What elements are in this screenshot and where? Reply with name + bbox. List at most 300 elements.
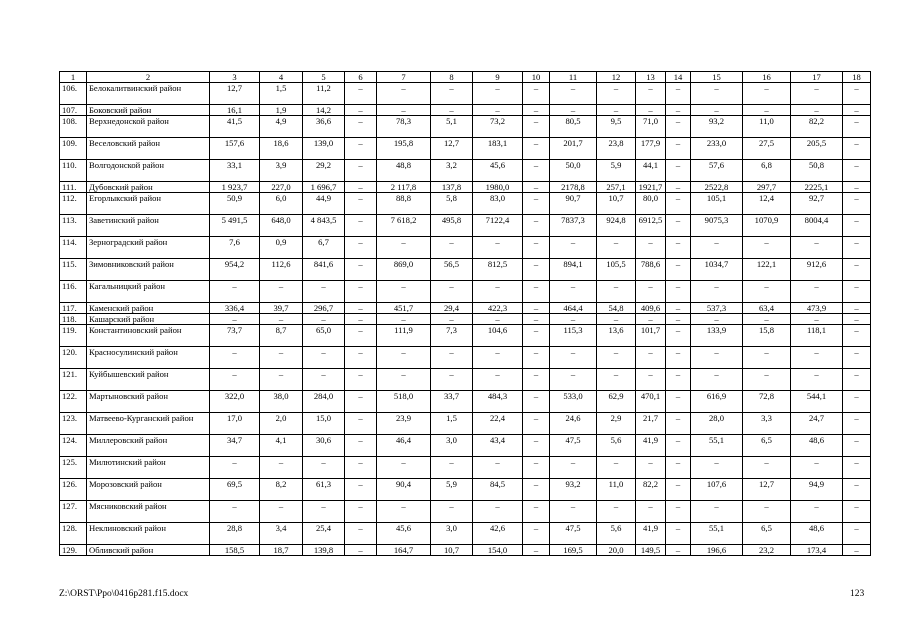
table-cell: 9075,3 <box>691 215 743 237</box>
table-cell: 18,6 <box>260 138 303 160</box>
table-cell: 149,5 <box>636 545 666 556</box>
table-cell: – <box>473 314 523 325</box>
table-cell: 1034,7 <box>691 259 743 281</box>
table-cell: – <box>666 237 691 259</box>
table-cell: 2225,1 <box>791 182 843 193</box>
column-number: 18 <box>843 72 871 83</box>
table-cell: – <box>743 457 791 479</box>
table-cell: – <box>691 501 743 523</box>
column-number: 8 <box>431 72 473 83</box>
table-cell: – <box>210 314 260 325</box>
row-number: 128. <box>60 523 87 545</box>
table-cell: – <box>345 259 377 281</box>
row-number: 108. <box>60 116 87 138</box>
table-cell: – <box>431 347 473 369</box>
district-name: Мартыновский район <box>87 391 210 413</box>
table-row <box>60 347 871 369</box>
table-cell: 43,4 <box>473 435 523 457</box>
table-cell: 7,6 <box>210 237 260 259</box>
table-cell: – <box>666 182 691 193</box>
table-cell: – <box>843 160 871 182</box>
table-body <box>60 72 871 556</box>
table-cell: – <box>791 457 843 479</box>
table-cell: 112,6 <box>260 259 303 281</box>
table-cell: – <box>666 347 691 369</box>
table-cell: 44,1 <box>636 160 666 182</box>
table-cell: 61,3 <box>303 479 345 501</box>
table-cell: 80,0 <box>636 193 666 215</box>
district-name: Матвеево-Курганский район <box>87 413 210 435</box>
table-cell: – <box>345 215 377 237</box>
table-cell: – <box>345 237 377 259</box>
table-cell: 616,9 <box>691 391 743 413</box>
table-cell: 41,5 <box>210 116 260 138</box>
table-cell: – <box>550 369 597 391</box>
table-cell: – <box>303 457 345 479</box>
table-cell: 6,5 <box>743 435 791 457</box>
district-name: Волгодонской район <box>87 160 210 182</box>
table-cell: – <box>791 281 843 303</box>
table-cell: 6,0 <box>260 193 303 215</box>
table-cell: – <box>377 83 431 105</box>
table-cell: 201,7 <box>550 138 597 160</box>
table-cell: 10,7 <box>597 193 636 215</box>
table-cell: 205,5 <box>791 138 843 160</box>
table-row <box>60 237 871 259</box>
table-cell: 93,2 <box>691 116 743 138</box>
table-cell: 11,0 <box>597 479 636 501</box>
table-cell: 4,9 <box>260 116 303 138</box>
table-row <box>60 457 871 479</box>
table-cell: – <box>843 237 871 259</box>
table-cell: – <box>791 501 843 523</box>
row-number: 127. <box>60 501 87 523</box>
table-cell: – <box>345 325 377 347</box>
table-cell: – <box>666 391 691 413</box>
table-cell: 45,6 <box>473 160 523 182</box>
table-cell: 4,1 <box>260 435 303 457</box>
table-cell: – <box>843 281 871 303</box>
table-cell: 50,0 <box>550 160 597 182</box>
table-cell: – <box>345 523 377 545</box>
table-cell: 3,3 <box>743 413 791 435</box>
table-cell: – <box>691 281 743 303</box>
table-cell: 84,5 <box>473 479 523 501</box>
table-cell: – <box>666 523 691 545</box>
column-number: 5 <box>303 72 345 83</box>
table-cell: – <box>345 457 377 479</box>
table-cell: – <box>843 138 871 160</box>
table-cell: 3,0 <box>431 523 473 545</box>
table-cell: – <box>791 105 843 116</box>
table-cell: – <box>473 83 523 105</box>
table-cell: 158,5 <box>210 545 260 556</box>
table-cell: – <box>431 501 473 523</box>
column-number-row <box>60 72 871 83</box>
table-cell: – <box>431 237 473 259</box>
table-cell: – <box>523 479 550 501</box>
table-cell: – <box>743 281 791 303</box>
table-cell: – <box>550 105 597 116</box>
table-cell: 2,0 <box>260 413 303 435</box>
table-cell: 1 696,7 <box>303 182 345 193</box>
table-cell: 41,9 <box>636 523 666 545</box>
table-cell: 30,6 <box>303 435 345 457</box>
district-name: Обливский район <box>87 545 210 556</box>
table-row <box>60 116 871 138</box>
table-cell: – <box>791 347 843 369</box>
table-cell: – <box>843 83 871 105</box>
table-cell: 196,6 <box>691 545 743 556</box>
table-cell: – <box>691 237 743 259</box>
table-cell: – <box>523 259 550 281</box>
table-cell: 21,7 <box>636 413 666 435</box>
table-cell: 57,6 <box>691 160 743 182</box>
table-cell: 46,4 <box>377 435 431 457</box>
table-cell: – <box>431 314 473 325</box>
table-cell: – <box>523 105 550 116</box>
column-number: 2 <box>87 72 210 83</box>
column-number: 14 <box>666 72 691 83</box>
table-cell: 12,7 <box>210 83 260 105</box>
table-cell: 111,9 <box>377 325 431 347</box>
table-cell: – <box>843 314 871 325</box>
row-number: 126. <box>60 479 87 501</box>
table-cell: – <box>597 105 636 116</box>
table-cell: 8,2 <box>260 479 303 501</box>
row-number: 123. <box>60 413 87 435</box>
row-number: 111. <box>60 182 87 193</box>
table-cell: – <box>377 369 431 391</box>
row-number: 120. <box>60 347 87 369</box>
table-cell: 6,8 <box>743 160 791 182</box>
table-cell: 36,6 <box>303 116 345 138</box>
table-cell: 1 923,7 <box>210 182 260 193</box>
table-cell: – <box>843 347 871 369</box>
table-cell: – <box>523 116 550 138</box>
table-cell: 69,5 <box>210 479 260 501</box>
table-cell: – <box>791 83 843 105</box>
district-name: Морозовский район <box>87 479 210 501</box>
table-cell: – <box>666 369 691 391</box>
table-cell: 470,1 <box>636 391 666 413</box>
table-cell: 6,7 <box>303 237 345 259</box>
table-cell: – <box>260 347 303 369</box>
table-cell: 63,4 <box>743 303 791 314</box>
row-number: 114. <box>60 237 87 259</box>
table-cell: 195,8 <box>377 138 431 160</box>
table-cell: 137,8 <box>431 182 473 193</box>
table-cell: 15,0 <box>303 413 345 435</box>
table-cell: 105,5 <box>597 259 636 281</box>
table-cell: – <box>743 501 791 523</box>
district-name: Неклиновский район <box>87 523 210 545</box>
table-cell: – <box>377 105 431 116</box>
district-name: Каменский район <box>87 303 210 314</box>
table-cell: – <box>636 369 666 391</box>
table-cell: – <box>377 347 431 369</box>
district-name: Егорлыкский район <box>87 193 210 215</box>
table-cell: 1,5 <box>260 83 303 105</box>
table-cell: – <box>345 391 377 413</box>
table-cell: – <box>843 325 871 347</box>
table-cell: – <box>345 193 377 215</box>
row-number: 125. <box>60 457 87 479</box>
table-cell: – <box>843 523 871 545</box>
table-cell: 71,0 <box>636 116 666 138</box>
table-cell: – <box>523 457 550 479</box>
row-number: 122. <box>60 391 87 413</box>
table-cell: – <box>636 314 666 325</box>
table-row <box>60 160 871 182</box>
table-cell: – <box>345 369 377 391</box>
table-cell: 11,0 <box>743 116 791 138</box>
table-cell: 169,5 <box>550 545 597 556</box>
table-cell: 12,7 <box>743 479 791 501</box>
table-row <box>60 303 871 314</box>
table-cell: 284,0 <box>303 391 345 413</box>
table-row <box>60 479 871 501</box>
table-cell: 29,2 <box>303 160 345 182</box>
table-cell: – <box>523 281 550 303</box>
table-cell: – <box>473 281 523 303</box>
table-cell: 56,5 <box>431 259 473 281</box>
table-cell: – <box>210 501 260 523</box>
table-cell: 25,4 <box>303 523 345 545</box>
table-cell: 42,6 <box>473 523 523 545</box>
table-cell: – <box>843 413 871 435</box>
table-cell: – <box>597 457 636 479</box>
table-cell: 257,1 <box>597 182 636 193</box>
table-cell: 88,8 <box>377 193 431 215</box>
row-number: 119. <box>60 325 87 347</box>
table-cell: 28,8 <box>210 523 260 545</box>
column-number: 3 <box>210 72 260 83</box>
table-cell: 154,0 <box>473 545 523 556</box>
table-cell: – <box>666 105 691 116</box>
table-cell: – <box>743 314 791 325</box>
table-cell: – <box>523 523 550 545</box>
table-cell: 2178,8 <box>550 182 597 193</box>
table-cell: – <box>431 457 473 479</box>
table-cell: – <box>843 391 871 413</box>
table-cell: – <box>636 281 666 303</box>
column-number: 11 <box>550 72 597 83</box>
table-row <box>60 325 871 347</box>
table-cell: – <box>523 545 550 556</box>
row-number: 115. <box>60 259 87 281</box>
table-row <box>60 391 871 413</box>
table-cell: 33,1 <box>210 160 260 182</box>
table-cell: – <box>523 160 550 182</box>
table-row <box>60 314 871 325</box>
table-cell: 173,4 <box>791 545 843 556</box>
table-cell: 10,7 <box>431 545 473 556</box>
table-cell: 336,4 <box>210 303 260 314</box>
table-cell: – <box>666 215 691 237</box>
table-cell: – <box>666 545 691 556</box>
table-cell: 45,6 <box>377 523 431 545</box>
table-cell: 48,8 <box>377 160 431 182</box>
table-cell: – <box>691 105 743 116</box>
table-cell: – <box>523 413 550 435</box>
table-cell: 48,6 <box>791 435 843 457</box>
table-cell: 812,5 <box>473 259 523 281</box>
table-cell: – <box>636 237 666 259</box>
table-cell: – <box>666 479 691 501</box>
table-cell: – <box>743 83 791 105</box>
table-cell: 894,1 <box>550 259 597 281</box>
table-cell: 6,5 <box>743 523 791 545</box>
table-cell: 47,5 <box>550 435 597 457</box>
table-cell: 648,0 <box>260 215 303 237</box>
table-row <box>60 193 871 215</box>
table-cell: 177,9 <box>636 138 666 160</box>
table-cell: 544,1 <box>791 391 843 413</box>
table-cell: 23,8 <box>597 138 636 160</box>
table-cell: – <box>523 314 550 325</box>
table-cell: 22,4 <box>473 413 523 435</box>
table-cell: – <box>791 237 843 259</box>
table-cell: 2,9 <box>597 413 636 435</box>
table-cell: 101,7 <box>636 325 666 347</box>
table-cell: – <box>843 105 871 116</box>
table-cell: – <box>666 314 691 325</box>
table-cell: – <box>550 83 597 105</box>
table-cell: – <box>843 369 871 391</box>
table-cell: – <box>303 281 345 303</box>
table-cell: – <box>843 116 871 138</box>
row-number: 118. <box>60 314 87 325</box>
table-cell: – <box>377 237 431 259</box>
table-row <box>60 182 871 193</box>
table-cell: 62,9 <box>597 391 636 413</box>
table-cell: 297,7 <box>743 182 791 193</box>
table-cell: 2 117,8 <box>377 182 431 193</box>
table-cell: – <box>345 314 377 325</box>
table-cell: 27,5 <box>743 138 791 160</box>
table-cell: 15,8 <box>743 325 791 347</box>
table-cell: – <box>473 105 523 116</box>
table-cell: – <box>345 413 377 435</box>
row-number: 110. <box>60 160 87 182</box>
table-cell: – <box>550 347 597 369</box>
district-name: Кагальницкий район <box>87 281 210 303</box>
table-cell: 533,0 <box>550 391 597 413</box>
table-cell: – <box>523 303 550 314</box>
table-cell: 1,5 <box>431 413 473 435</box>
table-cell: 3,4 <box>260 523 303 545</box>
column-number: 15 <box>691 72 743 83</box>
table-cell: – <box>550 457 597 479</box>
table-cell: 115,3 <box>550 325 597 347</box>
table-cell: – <box>431 83 473 105</box>
table-cell: – <box>550 501 597 523</box>
table-cell: 912,6 <box>791 259 843 281</box>
table-cell: – <box>345 281 377 303</box>
table-cell: 44,9 <box>303 193 345 215</box>
table-cell: – <box>523 215 550 237</box>
table-cell: 227,0 <box>260 182 303 193</box>
table-cell: – <box>210 347 260 369</box>
table-cell: – <box>345 160 377 182</box>
table-cell: 409,6 <box>636 303 666 314</box>
table-cell: – <box>843 182 871 193</box>
table-cell: 788,6 <box>636 259 666 281</box>
table-row <box>60 215 871 237</box>
table-cell: 41,9 <box>636 435 666 457</box>
district-name: Миллеровский район <box>87 435 210 457</box>
table-cell: 133,9 <box>691 325 743 347</box>
table-cell: 13,6 <box>597 325 636 347</box>
table-cell: – <box>636 105 666 116</box>
table-cell: – <box>636 457 666 479</box>
table-cell: 3,9 <box>260 160 303 182</box>
table-cell: 39,7 <box>260 303 303 314</box>
table-cell: 29,4 <box>431 303 473 314</box>
table-cell: 5,1 <box>431 116 473 138</box>
table-cell: – <box>843 435 871 457</box>
table-row <box>60 259 871 281</box>
table-cell: – <box>636 501 666 523</box>
table-cell: 0,9 <box>260 237 303 259</box>
table-cell: – <box>345 116 377 138</box>
table-cell: – <box>210 457 260 479</box>
district-name: Дубовский район <box>87 182 210 193</box>
district-name: Белокалитвинский район <box>87 83 210 105</box>
district-name: Мясниковский район <box>87 501 210 523</box>
table-cell: 537,3 <box>691 303 743 314</box>
column-number: 16 <box>743 72 791 83</box>
table-cell: – <box>377 281 431 303</box>
row-number: 107. <box>60 105 87 116</box>
table-cell: 54,8 <box>597 303 636 314</box>
district-name: Константиновский район <box>87 325 210 347</box>
column-number: 17 <box>791 72 843 83</box>
district-name: Красносулинский район <box>87 347 210 369</box>
table-cell: – <box>666 413 691 435</box>
table-cell: – <box>473 347 523 369</box>
table-cell: 28,0 <box>691 413 743 435</box>
row-number: 124. <box>60 435 87 457</box>
table-cell: – <box>843 193 871 215</box>
table-cell: – <box>666 303 691 314</box>
table-cell: – <box>843 479 871 501</box>
table-cell: – <box>345 479 377 501</box>
table-cell: 1070,9 <box>743 215 791 237</box>
table-cell: – <box>377 457 431 479</box>
table-cell: – <box>550 237 597 259</box>
table-cell: 73,7 <box>210 325 260 347</box>
table-cell: – <box>523 391 550 413</box>
table-cell: – <box>636 347 666 369</box>
table-cell: 107,6 <box>691 479 743 501</box>
table-row <box>60 369 871 391</box>
table-cell: – <box>666 160 691 182</box>
table-cell: – <box>843 259 871 281</box>
table-cell: 451,7 <box>377 303 431 314</box>
table-cell: – <box>691 314 743 325</box>
table-cell: 5,9 <box>431 479 473 501</box>
table-cell: – <box>260 314 303 325</box>
table-cell: 8004,4 <box>791 215 843 237</box>
table-cell: 164,7 <box>377 545 431 556</box>
table-cell: – <box>666 259 691 281</box>
table-cell: – <box>473 501 523 523</box>
table-cell: – <box>431 105 473 116</box>
table-cell: 5,6 <box>597 523 636 545</box>
table-cell: – <box>377 314 431 325</box>
